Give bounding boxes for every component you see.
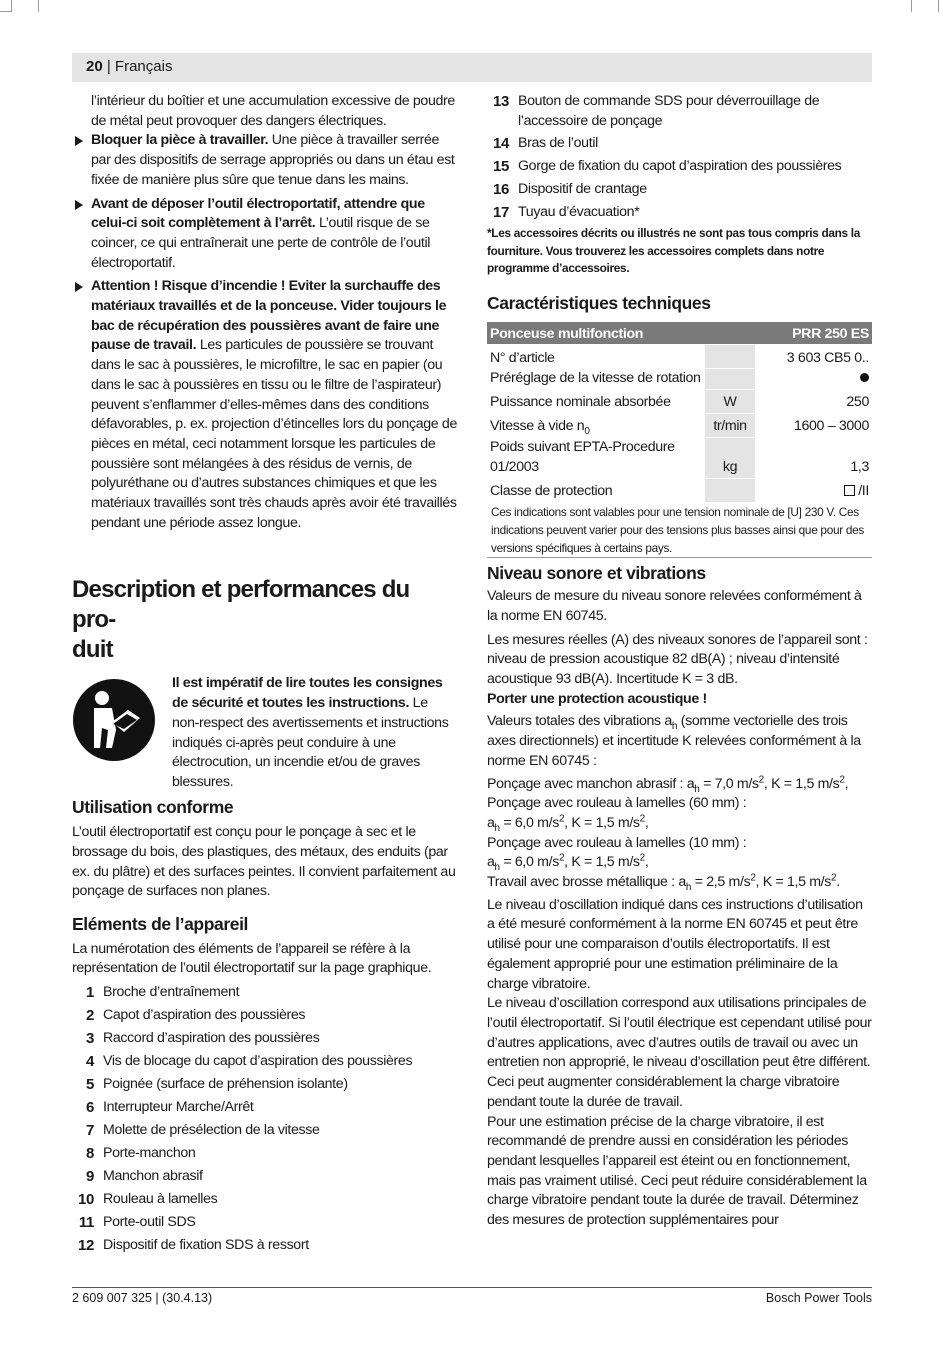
warning-text: Le non-respect des avertissements et instructions indiqués ci-après peut conduire à une électrocution, un incendie et/ou de graves blessures. (172, 695, 449, 790)
crop-mark (38, 0, 39, 12)
elements-list (72, 983, 457, 1259)
oscillation-text: Le niveau d’oscillation correspond aux utilisations principales de l’outil électroportatif. Si l’outil électrique est cependant utilisé pour d’autres applications, avec d’autres outils de travail ou avec un entretien non approprié, le niveau d’oscillation peut être différent. Ceci peut augmenter considérablement la charge vibratoire pendant toute la durée de travail. (487, 995, 872, 1110)
list-item: 10 Rouleau à lamelles (78, 1191, 218, 1209)
triangle-bullet-icon (75, 282, 83, 292)
spec-header-label: Ponceuse multifonction (487, 322, 755, 345)
table-row: Poids suivant EPTA-Procedure 01/2003 kg 1,3 (487, 438, 872, 478)
page-number: 20 (86, 58, 103, 75)
list-item: 2 Capot d’aspiration des poussières (86, 1007, 306, 1025)
table-row: Puissance nominale absorbée W 250 (487, 390, 872, 414)
spec-table (487, 322, 872, 502)
page-footer (72, 1287, 872, 1305)
list-item: 11 Porte-outil SDS (78, 1214, 196, 1232)
footer-brand: Bosch Power Tools (765, 1291, 872, 1305)
table-row: Classe de protection /II (487, 478, 872, 502)
vibration-values: Ponçage avec manchon abrasif : $a_h = 7,0$ $m/s^2$, K = 1,5 $m/s^2$, Ponçage avec rouleau à lamelles (60 mm) : $a_h = 6,0$ $m/s^2$, K = 1,5 $m/s^2$, Ponçage avec rouleau à lamelles (10 mm) : $a_h = 6,0$ $m/s^2$, K = 1,5 $m/s^2$, Travail avec brosse métallique : $a_h = 2,5$ $m/s^2$, K = 1,5 $m/s^2$. (487, 773, 849, 893)
left-column (72, 92, 457, 1259)
table-row: Préréglage de la vitesse de rotation (487, 369, 872, 390)
warning-block (72, 674, 457, 794)
list-item: 3 Raccord d’aspiration des poussières (86, 1030, 320, 1048)
table-row: N° d’article 3 603 CB5 0.. (487, 345, 872, 369)
noise-title: Niveau sonore et vibrations (487, 562, 706, 583)
page-language: Français (114, 58, 173, 75)
safety-bullet: Attention ! Risque d’incendie ! Eviter la surchauffe des matériaux travaillés et de la ponceuse. Vider toujours le bac de récupération des poussières avant de faire une pause de travail. Les particules de poussière se trouvant dans le sac à poussières, le microfiltre, le sac en papier (ou dans le sac à poussières en tissu ou le filtre de l’aspirateur) peuvent s’enflammer d’elles-mêmes dans des conditions défavorables, p. ex. projection d’étincelles lors du ponçage de pièces en métal, ceci notamment lorsque les particules de poussière sont mélangées à des résidus de vernis, de polyuréthane ou d’autres substances chimiques et que les matériaux travaillés sont très chauds après avoir été travaillés pendant une période assez longue. (72, 277, 457, 533)
triangle-bullet-icon (75, 136, 83, 146)
list-item: 17 Tuyau d’évacuation* (493, 203, 640, 221)
list-item: 16 Dispositif de crantage (493, 180, 647, 198)
list-item: 6 Interrupteur Marche/Arrêt (86, 1099, 254, 1117)
list-item: 1 Broche d’entraînement (86, 984, 240, 1002)
triangle-bullet-icon (75, 200, 83, 210)
bullet-dot-icon (860, 373, 869, 382)
list-item: 8 Porte-manchon (86, 1145, 196, 1163)
usage-title: Utilisation conforme (72, 797, 234, 818)
warning-bold: Il est impératif de lire toutes les consignes de sécurité et toutes les instructions. (172, 675, 443, 712)
elements-title: Eléments de l’appareil (72, 913, 248, 934)
safety-bullet: Avant de déposer l’outil électroportatif, attendre que celui-ci soit complètement à l’arrêt. L’outil risque de se coincer, ce qui entraînerait une perte de contrôle de l’outil électroportatif. (72, 195, 457, 274)
spec-header-model: PRR 250 ES (755, 322, 872, 345)
list-item: 5 Poignée (surface de préhension isolante) (86, 1076, 348, 1094)
crop-mark (911, 0, 912, 12)
list-item: 13 Bouton de commande SDS pour déverrouillage de l’accessoire de ponçage (493, 93, 820, 129)
list-item: 12 Dispositif de fixation SDS à ressort (78, 1237, 309, 1255)
protection-class-icon (844, 485, 855, 496)
table-row: Vitesse à vide $n_0$ tr/min 1600 – 3000 (487, 414, 872, 438)
crop-mark (938, 0, 939, 12)
elements-intro: La numérotation des éléments de l’appareil se réfère à la représentation de l’outil électroportatif sur la page graphique. (72, 940, 432, 977)
list-item: 7 Molette de présélection de la vitesse (86, 1122, 320, 1140)
tech-title: Caractéristiques techniques (487, 292, 711, 313)
safety-bullet: Bloquer la pièce à travailler. Une pièce à travailler serrée par des dispositifs de serrage appropriés ou dans un étau est fixée de manière plus sûre que tenue dans les mains. (72, 131, 457, 190)
noise-text: Valeurs de mesure du niveau sonore relevées conformément à la norme EN 60745. (487, 588, 862, 624)
section-title: Description et performances du pro- duit (72, 576, 410, 664)
oscillation-text: Le niveau d’oscillation indiqué dans ces instructions d’utilisation a été mesuré conformément à la norme EN 60745 et peut être utilisé pour une comparaison d’outils électroportatifs. Il est également approprié pour une estimation préliminaire de la charge vibratoire. (487, 896, 863, 992)
footer-doc-number: 2 609 007 325 | (30.4.13) (72, 1291, 213, 1305)
spec-note: Ces indications sont valables pour une tension nominale de [U] 230 V. Ces indications peuvent varier pour des tensions plus basses ainsi que pour des versions spécifiques à certains pays. (487, 503, 872, 558)
elements-list-continued (487, 92, 872, 222)
usage-text: L’outil électroportatif est conçu pour le ponçage à sec et le brossage du bois, des plastiques, des métaux, des enduits (par ex. du plâtre) et des surfaces peintes. Il convient parfaitement au ponçage de surfaces non planes. (72, 824, 456, 900)
continued-text: l’intérieur du boîtier et une accumulation excessive de poudre de métal peut provoquer des dangers électriques. (91, 93, 455, 129)
list-item: 14 Bras de l’outil (493, 135, 598, 153)
page-header: 20 | Français (72, 53, 872, 82)
accessory-note: *Les accessoires décrits ou illustrés ne sont pas tous compris dans la fourniture. Vous trouverez les accessoires complets dans notre programme d’accessoires. (487, 226, 861, 276)
spec-header-row (487, 322, 872, 345)
right-column (487, 92, 872, 1231)
list-item: 9 Manchon abrasif (86, 1168, 203, 1186)
read-manual-icon (72, 678, 156, 762)
hearing-protection-text: Porter une protection acoustique ! (487, 690, 707, 707)
oscillation-text: Pour une estimation précise de la charge vibratoire, il est recommandé de prendre aussi en considération les périodes pendant lesquelles l’appareil est éteint ou en fonctionnement, mais pas vraiment utilisé. Ceci peut réduire considérablement la charge vibratoire pendant toute la durée de travail. Déterminez des mesures de protection supplémentaires pour (487, 1113, 867, 1229)
list-item: 15 Gorge de fixation du capot d’aspiration des poussières (493, 158, 842, 176)
crop-mark (0, 11, 12, 12)
list-item: 4 Vis de blocage du capot d’aspiration des poussières (86, 1053, 413, 1071)
noise-text: Les mesures réelles (A) des niveaux sonores de l’appareil sont : niveau de pression acoustique 82 dB(A) ; niveau d’intensité acoustique 93 dB(A). Incertitude K = 3 dB. (487, 631, 868, 688)
vibration-intro: Valeurs totales des vibrations $a_h$ (somme vectorielle des trois axes directionnels) et incertitude K relevées conformément à la norme EN 60745 : (487, 713, 861, 769)
